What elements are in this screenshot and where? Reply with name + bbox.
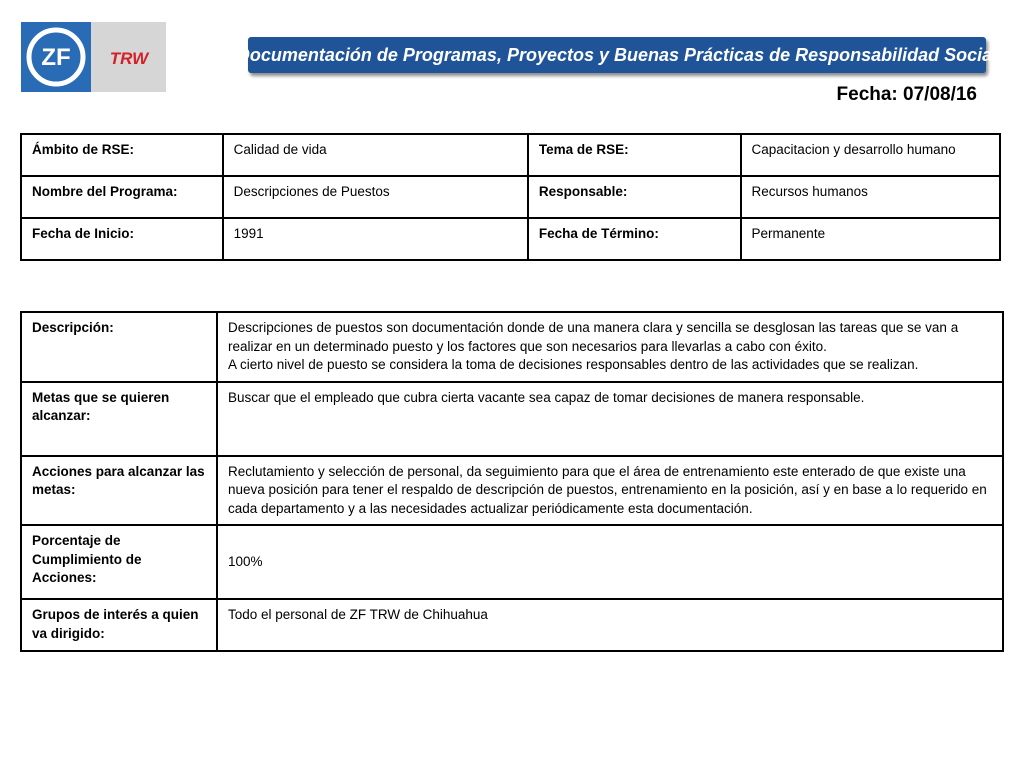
porcentaje-label: Porcentaje de Cumplimiento de Acciones:	[21, 525, 217, 599]
tema-value: Capacitacion y desarrollo humano	[741, 134, 1000, 176]
ambito-value: Calidad de vida	[223, 134, 528, 176]
trw-logo-icon	[91, 22, 166, 92]
table-row	[21, 312, 1003, 382]
table-row	[21, 176, 1000, 218]
metas-value: Buscar que el empleado que cubra cierta vacante sea capaz de tomar decisiones de manera responsable.	[217, 382, 1003, 456]
metas-label: Metas que se quieren alcanzar:	[21, 382, 217, 456]
table-row	[21, 456, 1003, 526]
document-date: Fecha: 07/08/16	[836, 84, 977, 105]
programa-label: Nombre del Programa:	[21, 176, 223, 218]
table-row	[21, 218, 1000, 260]
acciones-value: Reclutamiento y selección de personal, da seguimiento para que el área de entrenamiento este enterado de que existe una nueva posición para tener el respaldo de descripción de puestos, entrenamiento en la posición, así y en base a lo requerido en cada departamento y a las necesidades actualizar periódicamente esta documentación.	[217, 456, 1003, 526]
zf-logo	[21, 22, 91, 92]
table-row	[21, 525, 1003, 599]
grupos-value: Todo el personal de ZF TRW de Chihuahua	[217, 599, 1003, 651]
tema-label: Tema de RSE:	[528, 134, 741, 176]
responsable-value: Recursos humanos	[741, 176, 1000, 218]
descripcion-text-2: A cierto nivel de puesto se considera la toma de decisiones responsables dentro de las actividades que se realizan.	[228, 357, 919, 372]
programa-value: Descripciones de Puestos	[223, 176, 528, 218]
table-row	[21, 134, 1000, 176]
fecha-inicio-value: 1991	[223, 218, 528, 260]
fecha-termino-value: Permanente	[741, 218, 1000, 260]
grupos-label: Grupos de interés a quien va dirigido:	[21, 599, 217, 651]
descripcion-label: Descripción:	[21, 312, 217, 382]
banner-title: Documentación de Programas, Proyectos y Buenas Prácticas de Responsabilidad Social	[236, 44, 998, 65]
porcentaje-text: 100%	[228, 553, 263, 569]
table-row	[21, 382, 1003, 456]
table-row	[21, 599, 1003, 651]
fecha-inicio-label: Fecha de Inicio:	[21, 218, 223, 260]
descripcion-text-1: Descripciones de puestos son documentación donde de una manera clara y sencilla se desglosan las tareas que se van a realizar en un determinado puesto y los factores que son necesarios para llevarlas a cabo con éxito.	[228, 320, 959, 354]
zf-logo-text: ZF	[41, 44, 71, 71]
descripcion-value	[217, 312, 1003, 382]
program-details-table	[20, 311, 1004, 652]
porcentaje-value	[217, 525, 1003, 599]
trw-logo-text: TRW	[109, 49, 149, 68]
ambito-label: Ámbito de RSE:	[21, 134, 223, 176]
program-info-table	[20, 133, 1001, 261]
trw-logo	[91, 22, 166, 92]
responsable-label: Responsable:	[528, 176, 741, 218]
zf-logo-icon	[21, 22, 91, 92]
title-banner	[236, 37, 998, 73]
acciones-label: Acciones para alcanzar las metas:	[21, 456, 217, 526]
fecha-termino-label: Fecha de Término:	[528, 218, 741, 260]
